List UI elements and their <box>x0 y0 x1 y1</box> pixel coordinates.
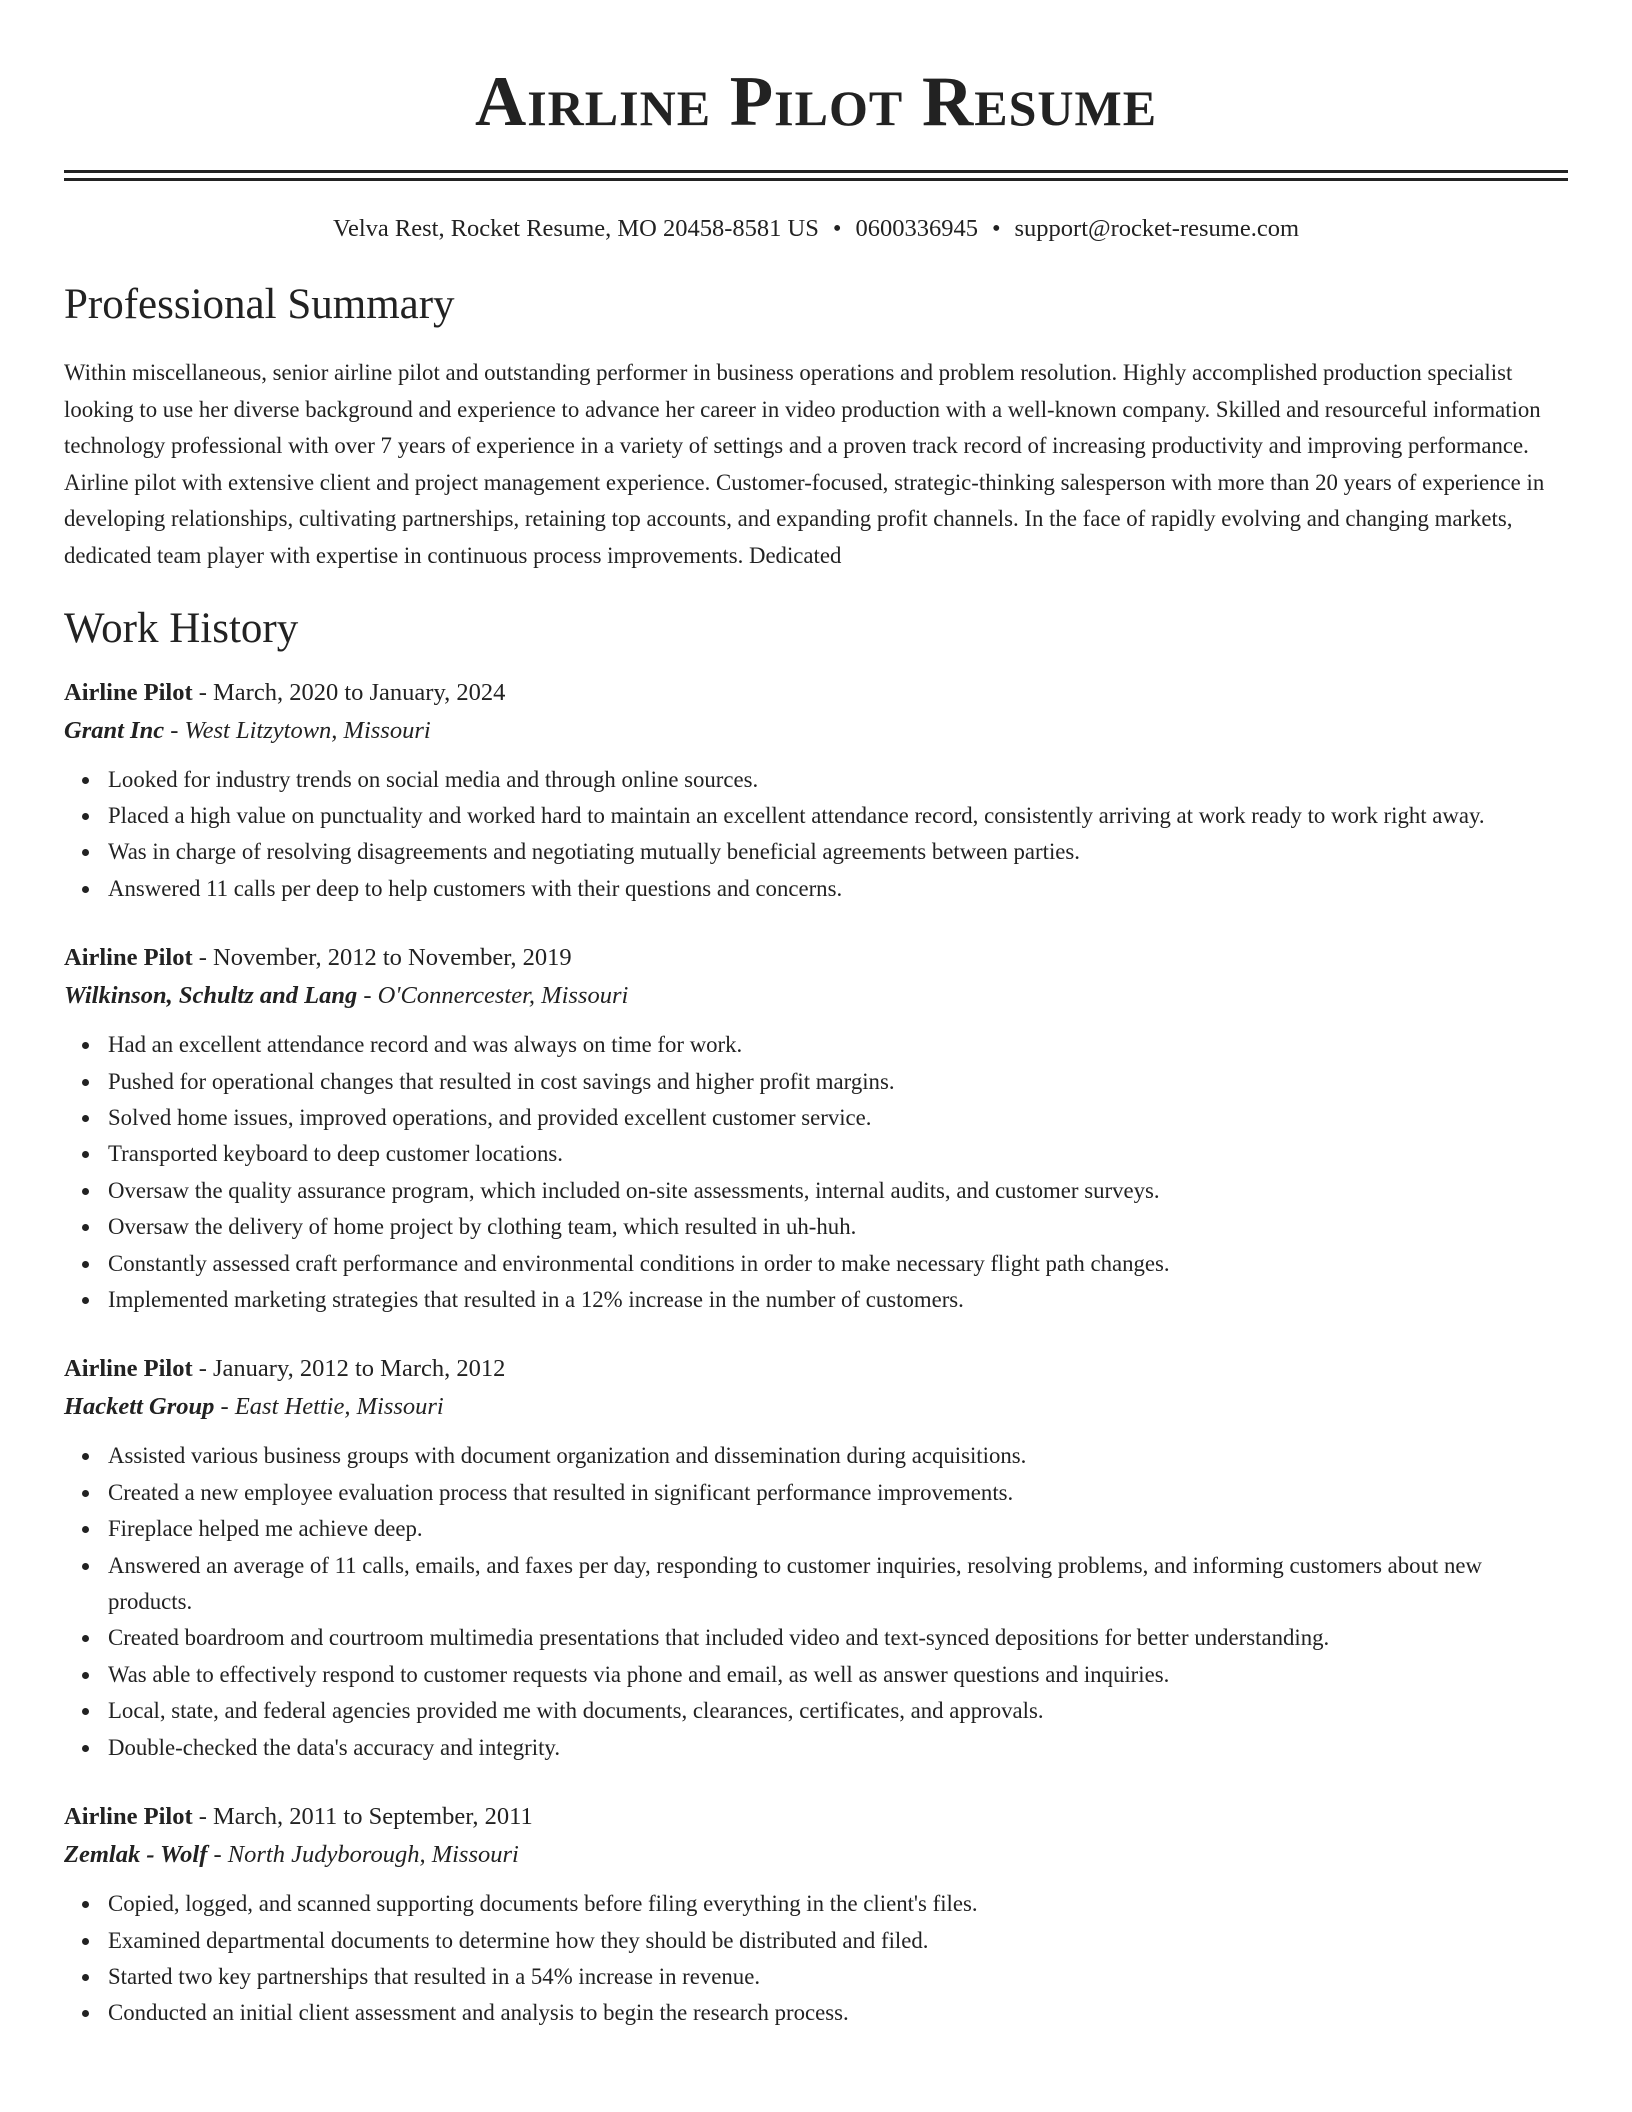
job-title: Airline Pilot <box>64 1803 193 1831</box>
job-bullet: Was in charge of resolving disagreements and negotiating mutually beneficial agreements between parties. <box>108 834 1568 870</box>
job-bullet: Assisted various business groups with document organization and dissemination during acquisitions. <box>108 1438 1568 1474</box>
job-bullet: Created a new employee evaluation process that resulted in significant performance improvements. <box>108 1475 1568 1511</box>
job-title: Airline Pilot <box>64 944 193 972</box>
resume-page <box>64 0 1568 2032</box>
job-bullet: Had an excellent attendance record and was always on time for work. <box>108 1027 1568 1063</box>
job-company: Grant Inc <box>64 716 165 744</box>
job-dates: - March, 2011 to September, 2011 <box>192 1803 533 1831</box>
job-company-line <box>64 1388 1568 1426</box>
job-bullet: Answered an average of 11 calls, emails, and faxes per day, responding to customer inquiries, resolving problems, and informing customers about new products. <box>108 1548 1568 1621</box>
job-bullet-list <box>64 1027 1568 1318</box>
job-bullet: Answered 11 calls per deep to help customers with their questions and concerns. <box>108 871 1568 907</box>
job-location: - North Judyborough, Missouri <box>207 1841 519 1869</box>
job-bullet: Created boardroom and courtroom multimedia presentations that included video and text-synced depositions for better understanding. <box>108 1620 1568 1656</box>
job-title-line <box>64 1350 1568 1388</box>
job-bullet-list <box>64 1886 1568 2032</box>
contact-phone: 0600336945 <box>855 215 978 242</box>
job-entry <box>64 1798 1568 2032</box>
job-title-line <box>64 1798 1568 1836</box>
job-bullet: Copied, logged, and scanned supporting documents before filing everything in the client's files. <box>108 1886 1568 1922</box>
job-company-line <box>64 977 1568 1015</box>
job-company-line <box>64 712 1568 750</box>
title-divider <box>64 170 1568 181</box>
job-location: - O'Connercester, Missouri <box>357 982 629 1010</box>
job-bullet: Constantly assessed craft performance and environmental conditions in order to make necessary flight path changes. <box>108 1246 1568 1282</box>
job-dates: - November, 2012 to November, 2019 <box>192 944 572 972</box>
job-company: Zemlak - Wolf <box>64 1841 208 1869</box>
job-bullet: Transported keyboard to deep customer locations. <box>108 1136 1568 1172</box>
job-dates: - January, 2012 to March, 2012 <box>192 1355 506 1383</box>
job-bullet: Looked for industry trends on social media and through online sources. <box>108 762 1568 798</box>
contact-email: support@rocket-resume.com <box>1014 215 1300 242</box>
job-bullet: Local, state, and federal agencies provided me with documents, clearances, certificates, and approvals. <box>108 1693 1568 1729</box>
job-bullet: Fireplace helped me achieve deep. <box>108 1511 1568 1547</box>
job-bullet: Started two key partnerships that resulted in a 54% increase in revenue. <box>108 1959 1568 1995</box>
contact-separator: • <box>832 215 842 242</box>
job-entry <box>64 1350 1568 1766</box>
work-history-list <box>64 674 1568 2032</box>
job-entry <box>64 939 1568 1318</box>
summary-heading: Professional Summary <box>64 281 455 328</box>
job-bullet: Double-checked the data's accuracy and integrity. <box>108 1730 1568 1766</box>
job-location: - West Litzytown, Missouri <box>164 716 431 744</box>
job-bullet: Oversaw the delivery of home project by clothing team, which resulted in uh-huh. <box>108 1209 1568 1245</box>
job-title: Airline Pilot <box>64 678 193 706</box>
work-history-heading: Work History <box>64 604 299 652</box>
job-bullet: Oversaw the quality assurance program, which included on-site assessments, internal audits, and customer surveys. <box>108 1173 1568 1209</box>
job-bullet: Pushed for operational changes that resulted in cost savings and higher profit margins. <box>108 1064 1568 1100</box>
job-bullet-list <box>64 1438 1568 1766</box>
job-bullet: Was able to effectively respond to customer requests via phone and email, as well as answer questions and inquiries. <box>108 1657 1568 1693</box>
job-title-line <box>64 674 1568 712</box>
job-bullet: Examined departmental documents to determine how they should be distributed and filed. <box>108 1923 1568 1959</box>
job-bullet: Implemented marketing strategies that resulted in a 12% increase in the number of customers. <box>108 1282 1568 1318</box>
job-bullet-list <box>64 762 1568 908</box>
contact-address: Velva Rest, Rocket Resume, MO 20458-8581 US <box>332 215 819 242</box>
job-entry <box>64 674 1568 908</box>
job-dates: - March, 2020 to January, 2024 <box>192 678 506 706</box>
job-company-line <box>64 1836 1568 1874</box>
job-bullet: Placed a high value on punctuality and worked hard to maintain an excellent attendance record, consistently arriving at work ready to work right away. <box>108 798 1568 834</box>
summary-text: Within miscellaneous, senior airline pilot and outstanding performer in business operations and problem resolution. Highly accomplished production specialist looking to use her diverse background and experience to advance her career in video production with a well-known company. Skilled and resourceful information technology professional with over 7 years of experience in a variety of settings and a proven track record of increasing productivity and improving performance. Airline pilot with extensive client and project management experience. Customer-focused, strategic-thinking salesperson with more than 20 years of experience in developing relationships, cultivating partnerships, retaining top accounts, and expanding profit channels. In the face of rapidly evolving and changing markets, dedicated team player with expertise in continuous process improvements. Dedicated <box>64 360 1545 568</box>
contact-separator: • <box>991 215 1001 242</box>
job-title-line <box>64 939 1568 977</box>
contact-line <box>64 213 1568 245</box>
job-bullet: Solved home issues, improved operations, and provided excellent customer service. <box>108 1100 1568 1136</box>
resume-title: Airline Pilot Resume <box>474 63 1158 141</box>
job-company: Hackett Group <box>64 1393 215 1421</box>
job-location: - East Hettie, Missouri <box>214 1393 444 1421</box>
job-title: Airline Pilot <box>64 1355 193 1383</box>
job-company: Wilkinson, Schultz and Lang <box>64 982 358 1010</box>
job-bullet: Conducted an initial client assessment and analysis to begin the research process. <box>108 1995 1568 2031</box>
